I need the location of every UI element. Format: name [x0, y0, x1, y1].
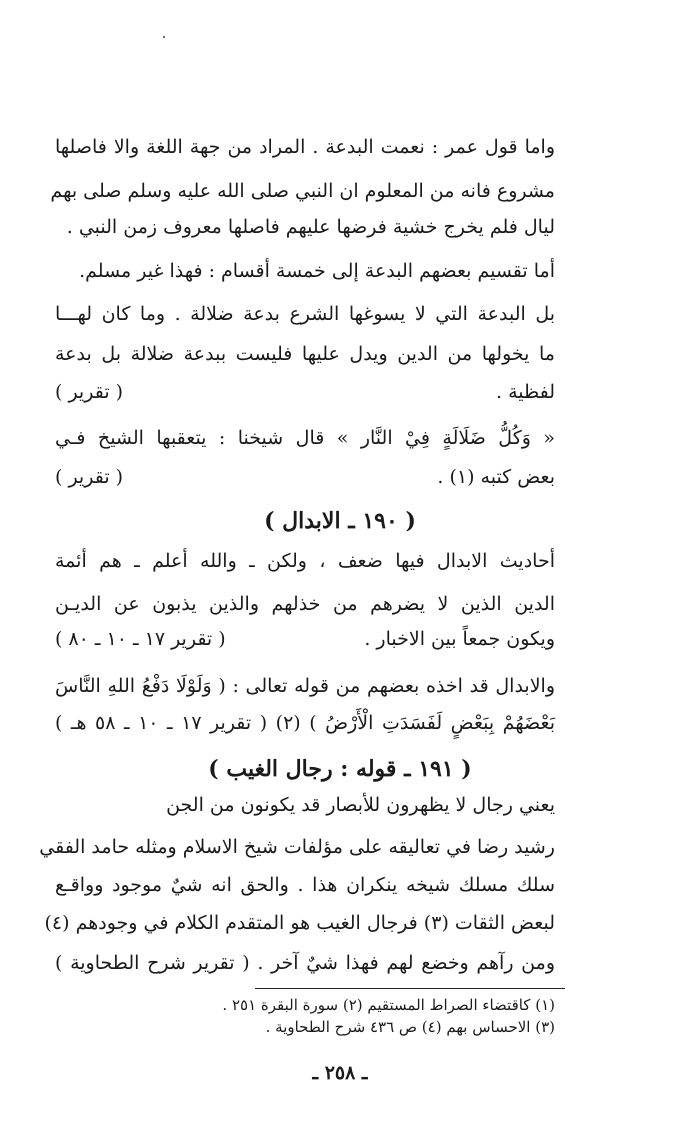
page-number: ـ ٢٥٨ ـ: [312, 1062, 368, 1084]
line-text: لفظية .: [496, 381, 555, 403]
text-line: مشروع فانه من المعلوم ان النبي صلى الله عليه وسلم صلى بهم: [50, 180, 555, 202]
text-line: ليال فلم يخرج خشية فرضها عليهم فاصلها معروف زمن النبي .: [66, 216, 555, 238]
text-line: الدين الذين لا يضرهم من خذلهم والذين يذبون عن الديـن: [55, 593, 555, 615]
text-line: [55, 377, 555, 407]
text-line: أحاديث الابدال فيها ضعف ، ولكن ـ والله أعلم ـ هم أئمة: [55, 550, 555, 572]
text-line: ما يخولها من الدين ويدل عليها فليست ببدعة ضلالة بل بدعة: [55, 343, 555, 365]
footnote-line: (٣) الاحساس بهم (٤) ص ٤٣٦ شرح الطحاوية .: [265, 1018, 555, 1036]
section-heading: ( ١٩١ ـ قوله : رجال الغيب ): [208, 756, 472, 782]
text-line: لبعض الثقات (٣) فرجال الغيب هو المتقدم الكلام في وجودهم (٤): [44, 912, 555, 934]
source-note: ( تقرير ١٧ ـ ١٠ ـ ٨٠ ): [55, 628, 226, 650]
source-note: ( تقرير ): [55, 381, 124, 403]
footnote-line: (١) كاقتضاء الصراط المستقيم (٢) سورة البقرة ٢٥١ .: [222, 996, 555, 1014]
text-line: رشيد رضا في تعاليقه على مؤلفات شيخ الاسلام ومثله حامد الفقي: [39, 836, 555, 858]
text-line: ومن رآهم وخضع لهم فهذا شيٌ آخر . ( تقرير شرح الطحاوية ): [55, 952, 555, 974]
line-text: ويكون جمعاً بين الاخبار .: [364, 628, 555, 650]
text-line: [55, 462, 555, 492]
text-line: [55, 624, 555, 654]
text-line: والابدال قد اخذه بعضهم من قوله تعالى : ( وَلَوْلَا دَفْعُ اللهِ النَّاسَ: [55, 675, 555, 697]
source-note: ( تقرير ): [55, 466, 124, 488]
text-line: أما تقسيم بعضهم البدعة إلى خمسة أقسام : فهذا غير مسلم.: [79, 260, 555, 282]
text-line: بَعْضَهُمْ بِبَعْضٍ لَفَسَدَتِ الْأَرْضُ ) (٢) ( تقرير ١٧ ـ ١٠ ـ ٥٨ هـ ): [55, 712, 555, 734]
text-line: واما قول عمر : نعمت البدعة . المراد من جهة اللغة والا فاصلها: [55, 136, 555, 158]
text-line: سلك مسلك شيخه ينكران هذا . والحق انه شيٌ موجود وواقـع: [55, 874, 555, 896]
text-line: بل البدعة التي لا يسوغها الشرع بدعة ضلالة . وما كان لهـــا: [55, 303, 555, 325]
text-line: « وَكُلُّ ضَلَالَةٍ فِيْ النَّار » قال شيخنا : يتعقبها الشيخ فـي: [55, 427, 555, 449]
scan-speck: [163, 36, 165, 38]
footnote-divider: [255, 988, 565, 989]
section-heading: ( ١٩٠ ـ الابدال ): [264, 508, 416, 534]
line-text: بعض كتبه (١) .: [437, 466, 555, 488]
text-line: يعني رجال لا يظهرون للأبصار قد يكونون من الجن: [166, 794, 555, 816]
